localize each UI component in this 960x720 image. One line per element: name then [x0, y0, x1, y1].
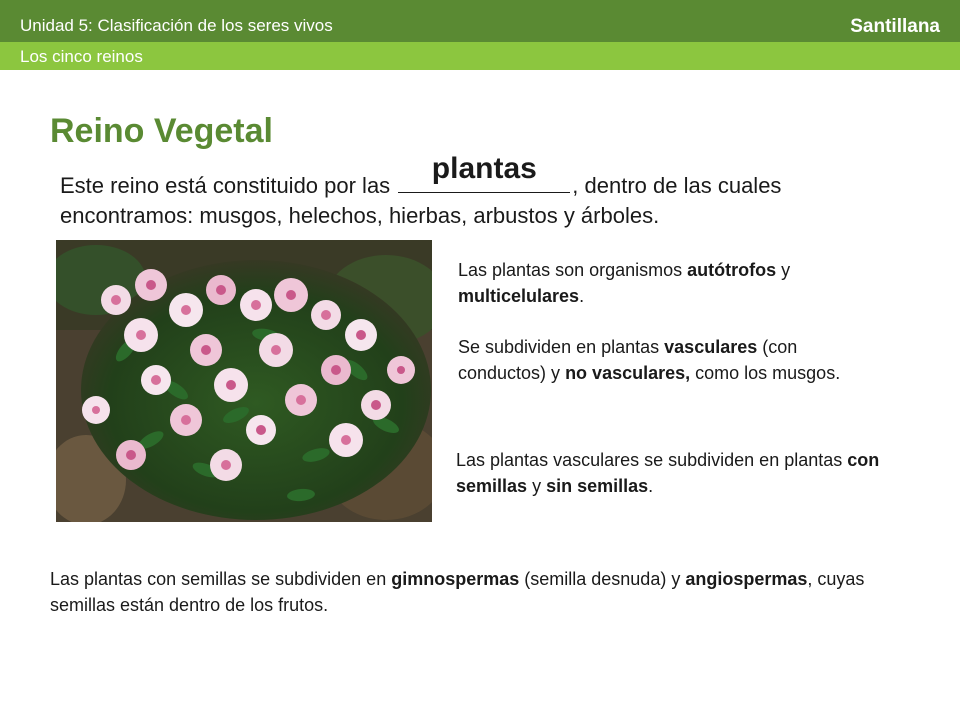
section-title: Los cinco reinos	[20, 47, 143, 66]
paragraph-text: y	[776, 260, 791, 280]
paragraph-text: (semilla desnuda) y	[519, 569, 686, 589]
paragraph-seeds	[456, 447, 896, 499]
unit-title: Unidad 5: Clasificación de los seres vivos	[20, 16, 333, 35]
paragraph-text: Las plantas con semillas se subdividen en	[50, 569, 392, 589]
paragraph-text: Las plantas son organismos	[458, 260, 688, 280]
intro-text-start: Este reino está constituido por las	[60, 173, 397, 198]
azalea-photo	[56, 240, 432, 522]
term-sin-semillas: sin semillas	[546, 476, 649, 496]
paragraph-text: (con conductos) y	[458, 337, 798, 383]
paragraph-vascular	[458, 334, 878, 386]
term-con-semillas: con semillas	[456, 450, 880, 496]
slide-title: Reino Vegetal	[50, 112, 273, 150]
intro-text-end: , dentro de las cuales encontramos: musgos, helechos, hierbas, arbustos y árboles.	[60, 173, 782, 228]
paragraph-text: Las plantas vasculares se subdividen en plantas	[456, 450, 848, 470]
paragraph-text: .	[648, 476, 654, 496]
term-angiospermas: angiospermas	[685, 569, 808, 589]
term-autotrofos: autótrofos	[687, 260, 777, 280]
intro-text	[60, 152, 920, 231]
paragraph-text: .	[579, 286, 585, 306]
term-vasculares: vasculares	[664, 337, 758, 357]
term-multicelulares: multicelulares	[458, 286, 580, 306]
paragraph-text: y	[527, 476, 547, 496]
term-gimnospermas: gimnospermas	[391, 569, 520, 589]
term-no-vasculares: no vasculares,	[565, 363, 691, 383]
paragraph-gymno-angio	[50, 566, 930, 618]
section-bar	[0, 42, 960, 70]
paragraph-text: como los musgos.	[690, 363, 841, 383]
fill-in-blank	[398, 152, 570, 193]
paragraph-text: Se subdividen en plantas	[458, 337, 665, 357]
brand-logo-text: Santillana	[850, 16, 940, 37]
paragraph-autotrophs	[458, 257, 878, 309]
azalea-photo-illustration	[56, 240, 432, 522]
blank-answer: plantas	[431, 152, 537, 185]
paragraph-text: , cuyas semillas están dentro de los frutos.	[50, 569, 865, 615]
